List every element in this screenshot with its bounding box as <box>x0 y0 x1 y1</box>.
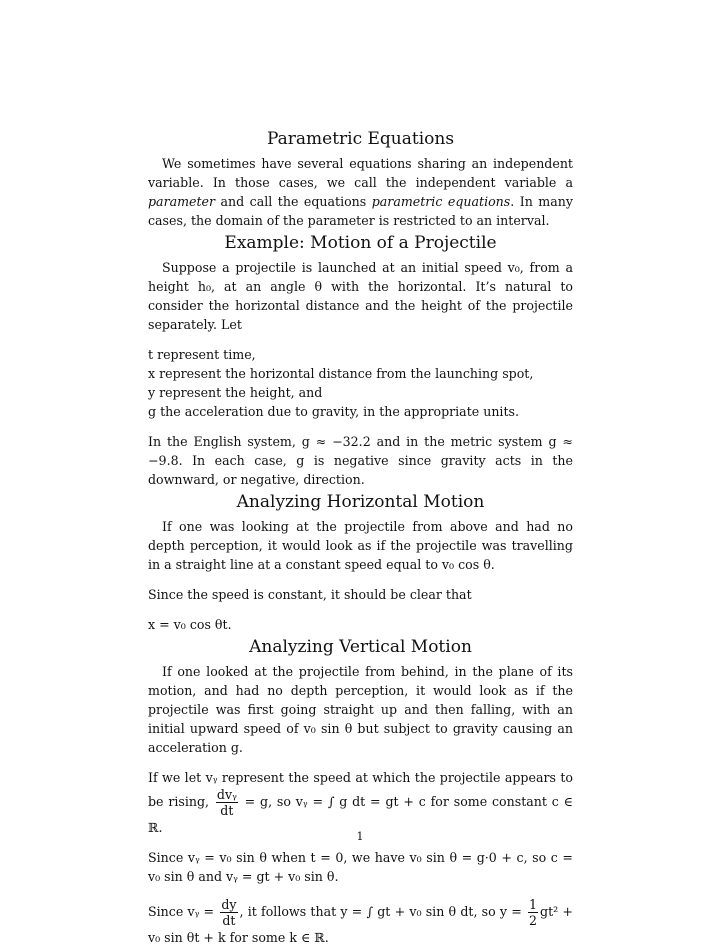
y-text-c: gt² + v₀ sin θt + k for some k ∈ ℝ. <box>148 904 573 945</box>
intro-em-parametric: parametric equations <box>371 194 511 209</box>
list-item: t represent time, <box>148 347 256 362</box>
horizontal-heading: Analyzing Horizontal Motion <box>236 492 485 512</box>
constant-speed-paragraph: Since the speed is constant, it should be clear that <box>148 587 472 602</box>
constant-c-paragraph: Since vᵧ = v₀ sin θ when t = 0, we have v₀ sin θ = g·0 + c, so c = v₀ sin θ and vᵧ = gt + v₀ sin θ. <box>148 850 573 884</box>
dvy-dt-fraction <box>216 787 238 818</box>
fraction-denominator: dt <box>220 803 234 818</box>
intro-text-1: We sometimes have several equations sharing an independent variable. In those cases, we call the independent variable a <box>148 156 573 190</box>
horizontal-paragraph: If one was looking at the projectile from above and had no depth perception, it would look as if the projectile was travelling in a straight line at a constant speed equal to v₀ cos θ. <box>148 519 573 572</box>
example-paragraph: Suppose a projectile is launched at an initial speed v₀, from a height h₀, at an angle θ with the horizontal. It’s natural to consider the horizontal distance and the height of the projectile separately. Let <box>148 260 573 332</box>
dy-dt-fraction <box>220 897 237 928</box>
fraction-denominator: 2 <box>529 913 538 928</box>
page-number: 1 <box>356 830 364 843</box>
intro-text-3: . In many cases, the domain of the parameter is restricted to an interval. <box>148 194 573 228</box>
vertical-heading: Analyzing Vertical Motion <box>249 637 472 657</box>
fraction-numerator: dvᵧ <box>216 787 237 802</box>
intro-paragraph <box>148 154 573 230</box>
list-item: y represent the height, and <box>148 385 323 400</box>
y-text-a: Since vᵧ = <box>148 904 215 919</box>
horizontal-equation: x = v₀ cos θt. <box>148 617 232 632</box>
example-heading: Example: Motion of a Projectile <box>224 233 497 253</box>
vertical-paragraph: If one looked at the projectile from behind, in the plane of its motion, and had no depth perception, it would look as if the projectile was first going straight up and then falling, with an initial upward speed of v₀ sin θ but subject to gravity causing an acceleration g. <box>148 664 573 755</box>
fraction-numerator: dy <box>221 897 237 912</box>
fraction-denominator: dt <box>222 913 236 928</box>
variable-list <box>148 345 573 421</box>
document-page <box>148 128 573 947</box>
list-item: g the acceleration due to gravity, in the appropriate units. <box>148 404 519 419</box>
page-title: Parametric Equations <box>266 129 455 149</box>
gravity-paragraph: In the English system, g ≈ −32.2 and in the metric system g ≈ −9.8. In each case, g is negative since gravity acts in the downward, or negative, direction. <box>148 434 573 487</box>
intro-em-parameter: parameter <box>148 194 216 209</box>
one-half-fraction <box>528 897 538 928</box>
intro-text-2: and call the equations <box>215 194 372 209</box>
vy-text-a: If we let vᵧ represent the speed at which the projectile appears to be rising, <box>148 770 573 809</box>
fraction-numerator: 1 <box>529 897 538 912</box>
position-y-paragraph <box>148 897 573 947</box>
list-item: x represent the horizontal distance from the launching spot, <box>148 366 534 381</box>
y-text-b: , it follows that y = ∫ gt + v₀ sin θ dt, so y = <box>239 904 522 919</box>
vy-paragraph <box>148 768 573 837</box>
vy-text-b: = g, so vᵧ = ∫ g dt = gt + c for some constant c ∈ ℝ. <box>148 794 573 835</box>
